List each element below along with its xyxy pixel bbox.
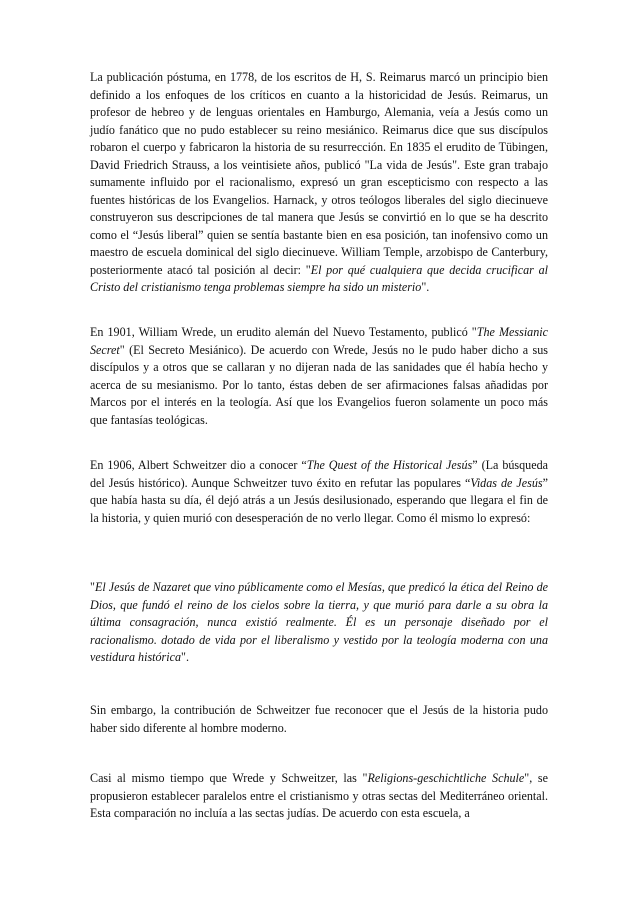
book-title-vidas: Vidas de Jesús [470, 475, 543, 490]
quote-temple: El por qué cualquiera que decida crucificar al Cristo del cristianismo tenga problemas siempre ha sido un misterio [90, 262, 548, 294]
text-run: En 1906, Albert Schweitzer dio a conocer “ [90, 458, 307, 472]
text-run: ", se propusieron establecer paralelos entre el cristianismo y otras sectas del Mediterráneo oriental. Esta comparación no incluía a las sectas judías. De acuerdo con esta escuela, a [90, 771, 548, 820]
paragraph-wrede [90, 324, 548, 429]
text-run: ". [181, 650, 190, 664]
paragraph-reimarus-strauss [90, 69, 548, 297]
text-run: " [90, 580, 95, 594]
quote-schweitzer: El Jesús de Nazaret que vino públicamente como el Mesías, que predicó la ética del Reino de Dios, que fundó el reino de los cielos sobre la tierra, y que murió para darle a su obra la última consagración, nunca existió realmente. Él es un personaje diseñado por el racionalismo. dotado de vida por el liberalismo y vestido por la teología moderna con una vestidura histórica [90, 580, 548, 664]
text-run: En 1901, William Wrede, un erudito alemán del Nuevo Testamento, publicó " [90, 325, 477, 339]
text-run: " (El Secreto Mesiánico). De acuerdo con Wrede, Jesús no le pudo haber dicho a sus discípulos y a otros que se callaran y no dijeran nada de las sanidades que él había hecho y acerca de su mesianismo. Por lo tanto, éstas deben de ser afirmaciones falsas añadidas por Marcos por el interés en la teología. Así que los Evangelios fueron solamente un poco más que fantasías teológicas. [90, 342, 548, 427]
book-title-quest: The Quest of the Historical Jesús [306, 458, 473, 472]
school-name: Religions-geschichtliche Schule [367, 771, 525, 785]
text-run: La publicación póstuma, en 1778, de los escritos de H, S. Reimarus marcó un principio bien definido a los enfoques de los críticos en cuanto a la historicidad de Jesús. Reimarus, un profesor de hebreo y de lenguas orientales en Hamburgo, Alemania, veía a Jesús como un judío fanático que no pudo establecer su reino mesiánico. Reimarus dice que sus discípulos robaron el cuerpo y fabricaron la historia de su resurrección. En 1835 el erudito de Tübingen, David Friedrich Strauss, a los veintisiete años, publicó "La vida de Jesús". Este gran trabajo sumamente influido por el racionalismo, expresó un gran escepticismo con respecto a las fuentes históricas de los Evangelios. Harnack, y otros teólogos liberales del siglo diecinueve construyeron sus descripciones de tal manera que Jesús se convirtió en lo que se ha descrito como el “Jesús liberal” quien se sentía bastante bien en esa posición, tan inofensivo como un maestro de escuela dominical del siglo diecinueve. William Temple, arzobispo de Canterbury, posteriormente atacó tal posición al decir: " [90, 70, 548, 277]
paragraph-religions-schule [90, 770, 548, 823]
text-run: ". [421, 280, 430, 294]
text-run: ” que había hasta su día, él dejó atrás a un Jesús desilusionado, esperando que llegara el fin de la historia, y quien murió con desesperación de no verlo llegar. Como él mismo lo expresó: [90, 475, 548, 525]
book-title-messianic-secret: The Messianic Secret [90, 325, 548, 357]
text-run: Sin embargo, la contribución de Schweitzer fue reconocer que el Jesús de la historia pudo haber sido diferente al hombre moderno. [90, 703, 548, 735]
paragraph-schweitzer [90, 457, 548, 527]
paragraph-contribution [90, 702, 548, 737]
text-run: ” (La búsqueda del Jesús histórico). Aunque Schweitzer tuvo éxito en refutar las populares “ [90, 458, 548, 490]
paragraph-schweitzer-quote [90, 579, 548, 667]
text-run: Casi al mismo tiempo que Wrede y Schweitzer, las " [90, 771, 368, 785]
